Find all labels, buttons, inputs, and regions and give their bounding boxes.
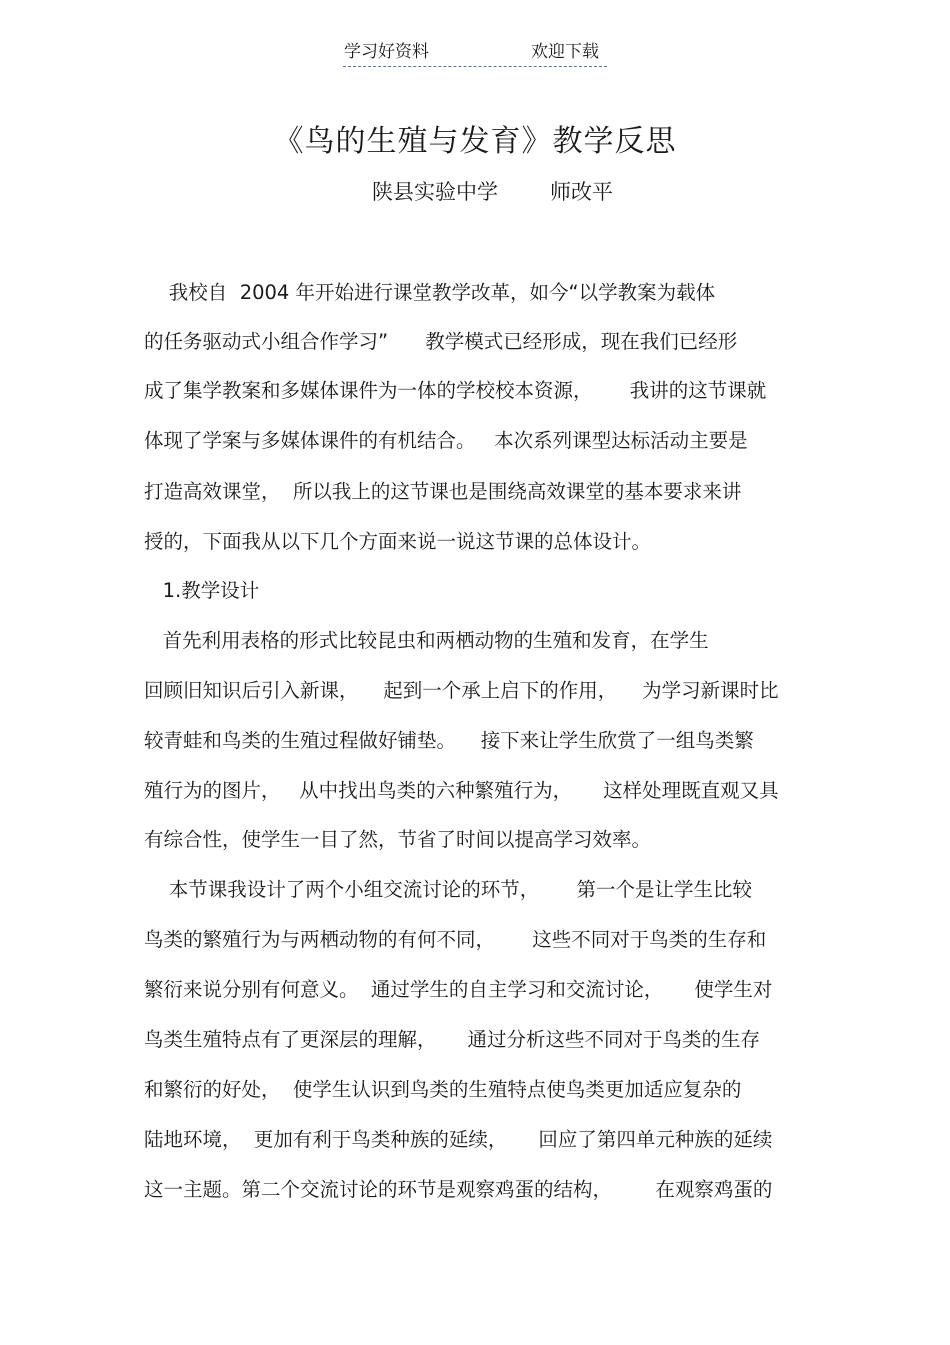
body-line: 我校自 2004 年开始进行课堂教学改革，如今“以学教案为载体 [144,281,716,304]
body-line: 成了集学教案和多媒体课件为一体的学校校本资源， 我讲的这节课就 [144,379,767,402]
body-line: 殖行为的图片， 从中找出鸟类的六种繁殖行为， 这样处理既直观又具 [144,779,779,802]
body-line: 较青蛙和鸟类的生殖过程做好铺垫。 接下来让学生欣赏了一组鸟类繁 [144,729,754,752]
body-line: 体现了学案与多媒体课件的有机结合。 本次系列课型达标活动主要是 [144,429,748,452]
section-heading: 1.教学设计 [144,579,260,602]
body-line: 本节课我设计了两个小组交流讨论的环节， 第一个是让学生比较 [144,878,752,901]
author-name: 师改平 [550,180,613,204]
body-line: 鸟类的繁殖行为与两栖动物的有何不同， 这些不同对于鸟类的生存和 [144,928,767,951]
header-left-text: 学习好资料 [344,42,429,62]
body-line: 首先利用表格的形式比较昆虫和两栖动物的生殖和发育，在学生 [144,629,709,652]
body-line: 陆地环境， 更加有利于鸟类种族的延续， 回应了第四单元种族的延续 [144,1128,773,1151]
author-school: 陕县实验中学 [372,180,498,204]
body-line: 授的，下面我从以下几个方面来说一说这节课的总体设计。 [144,530,652,553]
body-line: 鸟类生殖特点有了更深层的理解， 通过分析这些不同对于鸟类的生存 [144,1028,760,1051]
page-header [343,40,607,67]
body-line: 有综合性，使学生一目了然，节省了时间以提高学习效率。 [144,828,652,851]
body-line: 的任务驱动式小组合作学习” 教学模式已经形成，现在我们已经形 [144,330,738,353]
body-line: 和繁衍的好处， 使学生认识到鸟类的生殖特点使鸟类更加适应复杂的 [144,1078,742,1101]
document-title: 《鸟的生殖与发育》教学反思 [273,124,677,159]
body-line: 繁衍来说分别有何意义。 通过学生的自主学习和交流讨论， 使学生对 [144,978,773,1001]
body-line: 回顾旧知识后引入新课， 起到一个承上启下的作用， 为学习新课时比 [144,679,779,702]
body-line: 这一主题。第二个交流讨论的环节是观察鸡蛋的结构， 在观察鸡蛋的 [144,1178,773,1201]
body-line: 打造高效课堂， 所以我上的这节课也是围绕高效课堂的基本要求来讲 [144,480,742,503]
header-right-text: 欢迎下载 [531,42,599,62]
